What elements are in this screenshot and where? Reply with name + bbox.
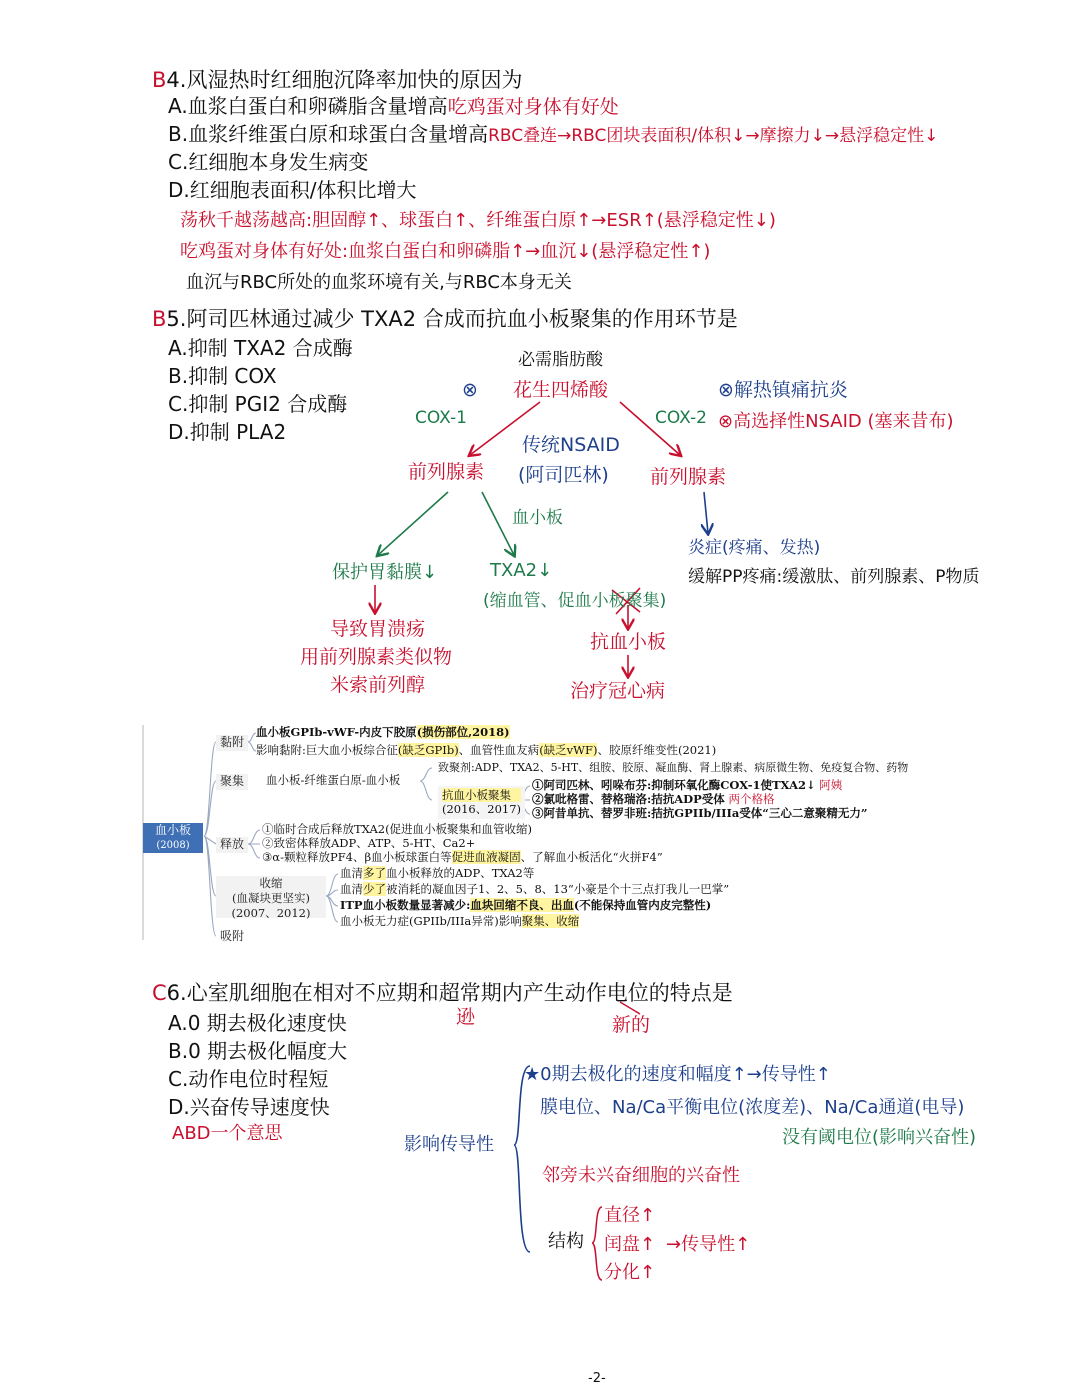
mm-agg-drug3: ③阿昔单抗、替罗非班:拮抗GPIIb/IIIa受体“三心二意聚精无力”	[532, 806, 868, 820]
prostaglandin-right: 前列腺素	[650, 466, 727, 488]
antipyretic-note: ⊗解热镇痛抗炎	[718, 379, 848, 401]
q5-option-d: D.抑制 PLA2	[168, 420, 287, 444]
prostaglandin-left: 前列腺素	[408, 461, 485, 483]
q4-option-c: C.红细胞本身发生病变	[168, 150, 369, 174]
q6-note-slow: 逊	[456, 1006, 476, 1028]
mm-branch-adhesion: 黏附	[216, 735, 248, 751]
mm-agg-drug1: ①阿司匹林、吲哚布芬:抑制环氧化酶COX-1使TXA2↓ 阿姨	[532, 778, 843, 792]
mm-contract-4: 血小板无力症(GPIIb/IIIa异常)影响聚集、收缩	[340, 914, 580, 928]
mm-adhesion-2: 影响黏附:巨大血小板综合征(缺乏GPIb)、血管性血友病(缺乏vWF)、胶原纤维变性(2021)	[256, 743, 717, 757]
anti-platelet: 抗血小板	[590, 631, 667, 653]
ulcer-line-1: 导致胃溃疡	[330, 618, 426, 640]
mm-branch-aggregation: 聚集	[216, 774, 248, 790]
txa2-note: (缩血管、促血小板聚集)	[483, 591, 667, 611]
cox2-label: COX-2	[655, 408, 707, 428]
q5-stem: B5.阿司匹林通过减少 TXA2 合成而抗血小板聚集的作用环节是	[152, 307, 738, 331]
treat-chd: 治疗冠心病	[570, 680, 666, 702]
strike-new	[620, 1002, 640, 1014]
cox1-label: COX-1	[415, 408, 467, 428]
q6-option-c: C.动作电位时程短	[168, 1067, 329, 1091]
q6-option-a: A.0 期去极化速度快	[168, 1011, 347, 1035]
q4-note-1: 荡秋千越荡越高:胆固醇↑、球蛋白↑、纤维蛋白原↑→ESR↑(悬浮稳定性↓)	[180, 210, 776, 231]
q5-option-a: A.抑制 TXA2 合成酶	[168, 336, 353, 360]
q6-stem: C6.心室肌细胞在相对不应期和超常期内产生动作电位的特点是	[152, 981, 733, 1005]
essential-fatty-acid: 必需脂肪酸	[518, 350, 603, 370]
platelet-label: 血小板	[512, 508, 563, 528]
q4-stem: B4.风湿热时红细胞沉降率加快的原因为	[152, 68, 523, 92]
structure-diameter: 直径↑	[604, 1205, 656, 1226]
mm-contract-3: ITP血小板数量显著减少:血块回缩不良、出血(不能保持血管内皮完整性)	[340, 898, 712, 912]
pain-relief: 缓解PP疼痛:缓激肽、前列腺素、P物质	[688, 567, 980, 587]
q5-option-b: B.抑制 COX	[168, 364, 277, 388]
conduction-star: ★0期去极化的速度和幅度↑→传导性↑	[524, 1064, 831, 1085]
structure-brace	[592, 1207, 602, 1280]
structure-result: →传导性↑	[666, 1234, 751, 1255]
mm-agg-agonist: 致聚剂:ADP、TXA2、5-HT、组胺、胶原、凝血酶、肾上腺素、病原微生物、免疫复合物、药物	[438, 761, 909, 774]
mm-branch-absorption: 吸附	[216, 929, 248, 945]
mm-release-1: ①临时合成后释放TXA2(促进血小板聚集和血管收缩)	[262, 822, 533, 836]
q4-note-a: 吃鸡蛋对身体有好处	[447, 96, 619, 118]
page-number: -2-	[588, 1371, 606, 1386]
conduction-threshold: 没有阈电位(影响兴奋性)	[782, 1127, 977, 1148]
conduction-membrane: 膜电位、Na/Ca平衡电位(浓度差)、Na/Ca通道(电导)	[540, 1097, 965, 1118]
conduction-brace	[514, 1066, 530, 1252]
q4-answer: B	[152, 68, 167, 92]
mm-agg-anti: 抗血小板聚集 (2016、2017)	[438, 786, 525, 819]
q4-option-b: B.血浆纤维蛋白原和球蛋白含量增高RBC叠连→RBC团块表面积/体积↓→摩擦力↓→悬浮稳定性↓	[168, 122, 939, 146]
arachidonic-acid: 花生四烯酸	[513, 379, 609, 401]
q4-note-b: RBC叠连→RBC团块表面积/体积↓→摩擦力↓→悬浮稳定性↓	[488, 126, 939, 146]
q4-note-3: 血沉与RBC所处的血浆环境有关,与RBC本身无关	[186, 272, 572, 293]
stomach-protect: 保护胃黏膜↓	[332, 562, 438, 583]
q6-option-b: B.0 期去极化幅度大	[168, 1039, 348, 1063]
selective-nsaid-note: ⊗高选择性NSAID (塞来昔布)	[718, 411, 954, 432]
aspirin-label: (阿司匹林)	[518, 464, 609, 486]
conduction-title: 影响传导性	[404, 1134, 494, 1155]
mm-contract-1: 血清多了血小板释放的ADP、TXA2等	[340, 866, 535, 880]
mm-agg-drug2: ②氯吡格雷、替格瑞洛:拮抗ADP受体 两个格格	[532, 792, 775, 806]
mm-agg-main: 血小板-纤维蛋白原-血小板	[266, 773, 401, 787]
q6-note-abd: ABD一个意思	[172, 1123, 283, 1144]
mm-branch-contraction: 收缩 (血凝块更坚实) (2007、2012)	[216, 876, 326, 918]
mm-adhesion-1: 血小板GPIb-vWF-内皮下胶原(损伤部位,2018)	[256, 725, 510, 739]
conduction-neighbor: 邻旁未兴奋细胞的兴奋性	[542, 1165, 740, 1186]
q4-option-d: D.红细胞表面积/体积比增大	[168, 178, 417, 202]
structure-differentiation: 分化↑	[604, 1262, 656, 1283]
q6-note-new: 新的	[612, 1014, 651, 1036]
inhibit-icon: ⊗	[462, 379, 478, 401]
mm-branch-release: 释放	[216, 837, 248, 853]
structure-disc: 闰盘↑	[604, 1234, 656, 1255]
txa2-label: TXA2↓	[490, 560, 553, 581]
q4-note-2: 吃鸡蛋对身体有好处:血浆白蛋白和卵磷脂↑→血沉↓(悬浮稳定性↑)	[180, 241, 711, 262]
q5-option-c: C.抑制 PGI2 合成酶	[168, 392, 348, 416]
q6-option-d: D.兴奋传导速度快	[168, 1095, 330, 1119]
mm-root: 血小板 (2008)	[143, 823, 203, 853]
mm-release-3: ③α-颗粒释放PF4、β血小板球蛋白等促进血液凝固、了解血小板活化“火拼F4”	[262, 850, 663, 864]
conduction-structure: 结构	[548, 1231, 584, 1252]
mm-contract-2: 血清少了被消耗的凝血因子1、2、5、8、13“小豪是个十三点打我儿一巴掌”	[340, 882, 730, 896]
ulcer-line-3: 米索前列醇	[330, 674, 426, 696]
ulcer-line-2: 用前列腺素类似物	[300, 646, 453, 668]
q6-answer: C	[152, 981, 167, 1005]
inflammation: 炎症(疼痛、发热)	[688, 538, 821, 558]
mm-release-2: ②致密体释放ADP、ATP、5-HT、Ca2+	[262, 836, 476, 850]
q4-option-a: A.血浆白蛋白和卵磷脂含量增高吃鸡蛋对身体有好处	[168, 94, 619, 118]
q5-answer: B	[152, 307, 167, 331]
nsaid-label: 传统NSAID	[522, 434, 620, 456]
